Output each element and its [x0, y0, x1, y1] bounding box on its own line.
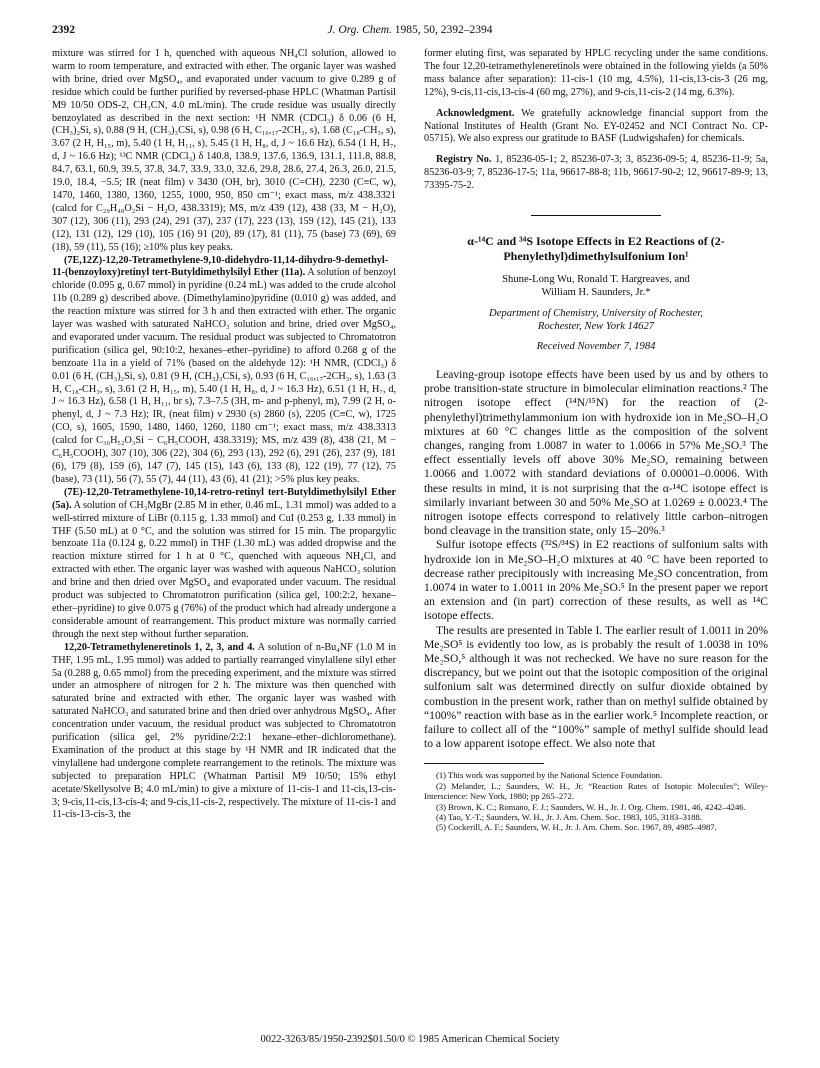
footnote: (5) Cockerill, A. F.; Saunders, W. H., Jr. J. Am. Chem. Soc. 1967, 89, 4985–4987.	[436, 822, 717, 833]
body-paragraph: Leaving-group isotope effects have been used by us and by others to probe transition-state structure in bimolecular elimination reactions.² The nitrogen isotope effect (¹⁴N/¹⁵N) for the reaction of (2-phenylethyl)trimethylammonium ion with hydroxide ion in Me₂SO–H₂O mixtures at 60 °C changes little as the composition of the solvent changes, ranging from 1.0087 in water to 1.0066 in 57% Me₂SO.³ The effect essentially levels off above 30% Me₂SO, remaining between 1.0066 and 1.0072 with standard deviations of 0.00001–0.0006. With these results in mind, it is not surprising that the α-¹⁴C isotope effect is similarly invariant between 30 and 50% Me₂SO at 1.0269 ± 0.0023.⁴ The nitrogen isotope effects correspond to relatively little carbon–nitrogen bond cleavage in the transition state, only 15–20%.³	[424, 367, 768, 538]
article-title: α-¹⁴C and ³⁴S Isotope Effects in E2 Reactions of (2-Phenylethyl)dimethylsulfonium Ion¹	[467, 234, 725, 263]
experimental-paragraph	[52, 642, 396, 823]
registry-numbers	[424, 154, 768, 193]
footnote: (2) Melander, L.; Saunders, W. H., Jr. “Reaction Rates of Isotopic Molecules”; Wiley-Interscience: New York, 1980; pp 265–272.	[424, 780, 768, 802]
compound-procedure: A solution of CH₃MgBr (2.85 M in ether, 0.46 mL, 1.31 mmol) was added to a well-stirred mixture of LiBr (0.115 g, 1.33 mmol) and CuI (0.253 g, 1.33 mmol) in THF (5.50 mL) at 0 °C, and the solution was stirred for 15 min. The propargylic benzoate 11a (0.124 g, 0.22 mmol) in THF (1.30 mL) was added dropwise and the reaction mixture stirred for 1 h at 0 °C, quenched with aqueous NH₄Cl, and extracted with ether. The organic layer was washed with aqueous NaHCO₃ solution and brine and then dried over MgSO₄ and evaporated under vacuum. The residual product was subjected to Chromatotron purification (silica gel, 100:2:2, hexane–ether–pyridine) to give 0.075 g (76%) of the product which had already undergone a considerable amount of rearrangement. This product mixture was normally carried through the next step without further separation.	[52, 499, 396, 640]
footnote: (3) Brown, K. C.; Romano, F. J.; Saunders, W. H., Jr. J. Org. Chem. 1981, 46, 4242–4246.	[436, 801, 746, 812]
compound-procedure: A solution of benzoyl chloride (0.095 g, 0.67 mmol) in pyridine (0.24 mL) was added to the crude alcohol 11b (0.289 g) described above. (Dimethylamino)pyridine (0.010 g) was added, and the reaction mixture was stirred for 3 h and then extracted with ether. The organic layer was washed with saturated NaHCO₃ solution and brine, dried over MgSO₄, and evaporated under vacuum. The residual product was subjected to Chromatotron purification (silica gel, 90:10:2, hexanes–ether–pyridine) to afford 0.268 g of the benzoate 11a in a yield of 71% (based on the aldehyde 12): ¹H NMR, (CDCl₃) δ 0.01 (6 H, (CH₃)₂Si, s), 0.81 (9 H, (CH₃)₃CSi, s), 0.93 (6 H, C₁₆,₁₇-2CH₃, s), 1.63 (3 H, C₁₈-CH₃, s), 3.61 (2 H, H₁₅, m), 5.40 (1 H, H₈, d, J ~ 16.3 Hz), 6.51 (1 H, H₇, d, J ~ 16.3 Hz), 6.58 (1 H, H₁₁, br s), 7.3–7.5 (3H, m- and p-phenyl, m), 7.99 (2 H, o-phenyl, d, J ~ 7.3 Hz); IR, (neat film) ν 2930 (s) 2860 (s), 2205 (C≡C, w), 1725 (CO, s), 1605, 1590, 1480, 1460, 1260, 1180 cm⁻¹; exact mass, m/z 438.3313 (calcd for C₃₆H₅₂O₃Si − C₆H₅COOH, 438.3319); MS, m/z 439 (8), 438 (21, M − C₆H₅COOH), 307 (10), 306 (22), 304 (6), 293 (13), 292 (6), 291 (26), 237 (9), 181 (6), 179 (8), 159 (6), 147 (7), 145 (15), 143 (6), 133 (8), 122 (19), 77 (12), 75 (base), 73 (11), 56 (7), 55 (7), 44 (11), 43 (6), 41 (21); >5% plus key peaks.	[52, 267, 396, 485]
article-affiliation	[424, 307, 768, 333]
journal-name: J. Org. Chem.	[327, 24, 392, 36]
compound-heading: 12,20-Tetramethyleneretinols 1, 2, 3, and 4.	[64, 641, 255, 653]
experimental-paragraph: former eluting first, was separated by HPLC recycling under the same conditions. The four 12,20-tetramethyleneretinols were obtained in the following yields (a 50% mass balance after separation): 11-cis-1 (10 mg, 4.5%), 11-cis,13-cis-3 (26 mg, 12%), 9-cis,11-cis,13-cis-4 (60 mg, 27%), and 9-cis,11-cis-2 (14 mg, 6.3%).	[424, 48, 768, 98]
authors-line: William H. Saunders, Jr.*	[541, 287, 651, 299]
compound-heading: (7E,12Z)-12,20-Tetramethylene-9,10-didehydro-11,14-dihydro-9-demethyl-11-(benzoyloxy)retinyl tert-Butyldimethylsilyl Ether (11a).	[52, 254, 389, 279]
journal-volume-pages: 1985, 50, 2392–2394	[391, 24, 493, 36]
body-paragraph: Sulfur isotope effects (³²S/³⁴S) in E2 reactions of sulfonium salts with hydroxide ion in Me₂SO–H₂O mixtures at 40 °C have been reported to decrease rather precipitously with increasing Me₂SO concentration, from 1.0074 in water to 1.0011 in 20% Me₂SO.⁵ In the present paper we report an extension and (in part) correction of these results, as well as ¹⁴C isotope effects.	[424, 538, 768, 623]
acknowledgment	[424, 108, 768, 147]
footnote-separator	[424, 763, 544, 764]
compound-heading: (7E)-12,20-Tetramethylene-10,14-retro-retinyl tert-Butyldimethylsilyl Ether (5a).	[52, 486, 396, 511]
article-body	[424, 368, 768, 751]
compound-procedure: A solution of n-Bu₄NF (1.0 M in THF, 1.95 mL, 1.95 mmol) was added to partially rearranged vinylallene silyl ether 5a (0.288 g, 0.65 mmol) from the preceding experiment, and the mixture was stirred under an atmosphere of nitrogen for 2 h. The mixture was then quenched with saturated brine and extracted with ether. The organic layer was washed with saturated NaHCO₃ and saturated brine and then dried over anhydrous MgSO₄. After concentration under vacuum, the residual product was subjected to Chromatotron purification (silica gel, 2% pyridine/2:2:1 hexane–ether–dichloromethane). Examination of the product at this stage by ¹H NMR and IR indicated that the vinylallene had undergone complete rearrangement to the retinols. The mixture was subjected to preparation HPLC (Whatman Partisil M9 10/50; 15% ethyl acetate/Skellysolve B; 4.0 mL/min) to give a mixture of 11-cis-1 and 11-cis,13-cis-3; 9-cis,11-cis,13-cis-4; and 9-cis,11-cis-2, respectively. The mixture of 11-cis-1 and 11-cis-13-cis-3, the	[52, 641, 396, 821]
affiliation-line: Rochester, New York 14627	[537, 321, 655, 333]
footnote: (4) Tao, Y.-T.; Saunders, W. H., Jr. J. Am. Chem. Soc. 1983, 105, 3183–3188.	[436, 812, 702, 823]
page-footer: 0022-3263/85/1950-2392$01.50/0 © 1985 American Chemical Society	[260, 1034, 560, 1045]
journal-citation	[52, 24, 768, 36]
affiliation-line: Department of Chemistry, University of Rochester,	[489, 308, 703, 320]
authors-line: Shune-Long Wu, Ronald T. Hargreaves, and	[502, 274, 690, 286]
body-paragraph: The results are presented in Table I. The earlier result of 1.0011 in 20% Me₂SO⁵ is evidently too low, as is probably the result of 1.0038 in 10% Me₂SO,⁵ although it was not rechecked. We have no sure reason for the discrepancy, but we point out that the isotopic composition of the original sulfonium salt was determined directly on sulfur dioxide obtained by combustion in the present work, rather than on methyl sulfide obtained by “100%” reaction with base as in the earlier work.⁵ Incomplete reaction, or failure to collect all of the “100%” sample of methyl sulfide should lead to a low apparent isotope effect. We also note that	[424, 623, 768, 751]
footnotes	[424, 770, 768, 832]
experimental-paragraph: mixture was stirred for 1 h, quenched with aqueous NH₄Cl solution, allowed to warm to room temperature, and extracted with ether. The organic layer was washed with brine, dried over MgSO₄, and evaporated under vacuum to give 0.289 g of residue which could be further purified by reversed-phase HPLC (Whatman Partisil M9 10/50 ODS-2, CH₃CN, 4.0 mL/min). The crude residue was usually directly benzoylated as described in the next section: ¹H NMR (CDCl₃) δ 0.06 (6 H, (CH₃)₂Si, s), 0.88 (9 H, (CH₃)₃CSi, s), 0.98 (6 H, C₁₆,₁₇-2CH₃, s), 1.68 (C₁₈-CH₃, s), 3.67 (2 H, H₁₅, m), 5.40 (1 H, H₁₁, s), 5.45 (1 H, H₈, d, J ~ 16.6 Hz), 6.54 (1 H, H₇, d, J ~ 16.6 Hz); ¹³C NMR (CDCl₃) δ 140.8, 138.9, 137.6, 136.9, 131.1, 111.8, 88.8, 84.7, 63.1, 60.9, 39.5, 37.8, 34.7, 33.9, 33.0, 32.6, 29.8, 28.6, 27.4, 26.3, 26.0, 21.5, 19.0, 18.4, −5.5; IR (neat film) ν 3430 (OH, br), 3010 (C=CH), 2230 (C≡C, w), 1470, 1460, 1380, 1360, 1255, 1000, 950, 850 cm⁻¹; exact mass, m/z 438.3321 (calcd for C₂₉H₄₈O₂Si − H₂O, 438.3319); MS, m/z 439 (12), 438 (33, M − H₂O), 307 (12), 306 (11), 293 (24), 291 (37), 237 (17), 223 (13), 159 (12), 145 (21), 133 (12), 131 (12), 129 (10), 105 (16) 91 (20), 89 (17), 81 (11), 75 (base) 73 (69), 69 (18), 59 (11), 55 (16); ≥10% plus key peaks.	[52, 48, 396, 253]
received-date: Received November 7, 1984	[536, 341, 656, 353]
acknowledgment-label: Acknowledgment.	[436, 107, 515, 119]
experimental-paragraph	[52, 255, 396, 487]
article-authors	[424, 273, 768, 299]
experimental-paragraph	[52, 487, 396, 642]
running-header	[52, 24, 768, 42]
left-column	[52, 48, 396, 822]
article-separator	[531, 215, 661, 216]
footnote: (1) This work was supported by the National Science Foundation.	[436, 770, 663, 781]
page-number: 2392	[52, 24, 75, 36]
right-column	[424, 48, 768, 833]
registry-text: 1, 85236-05-1; 2, 85236-07-3; 3, 85236-09-5; 4, 85236-11-9; 5a, 85236-03-9; 7, 85236-17-5; 11a, 96617-88-8; 11b, 96617-90-2; 12, 96617-89-9; 13, 73395-75-2.	[424, 154, 768, 192]
registry-label: Registry No.	[436, 154, 492, 166]
acknowledgment-text: We gratefully acknowledge financial support from the National Institutes of Health (Grant No. EY-02452 and NCI Contract No. CP-05715). We also express our gratitude to BASF (Ludwigshafen) for chemicals.	[424, 107, 768, 145]
